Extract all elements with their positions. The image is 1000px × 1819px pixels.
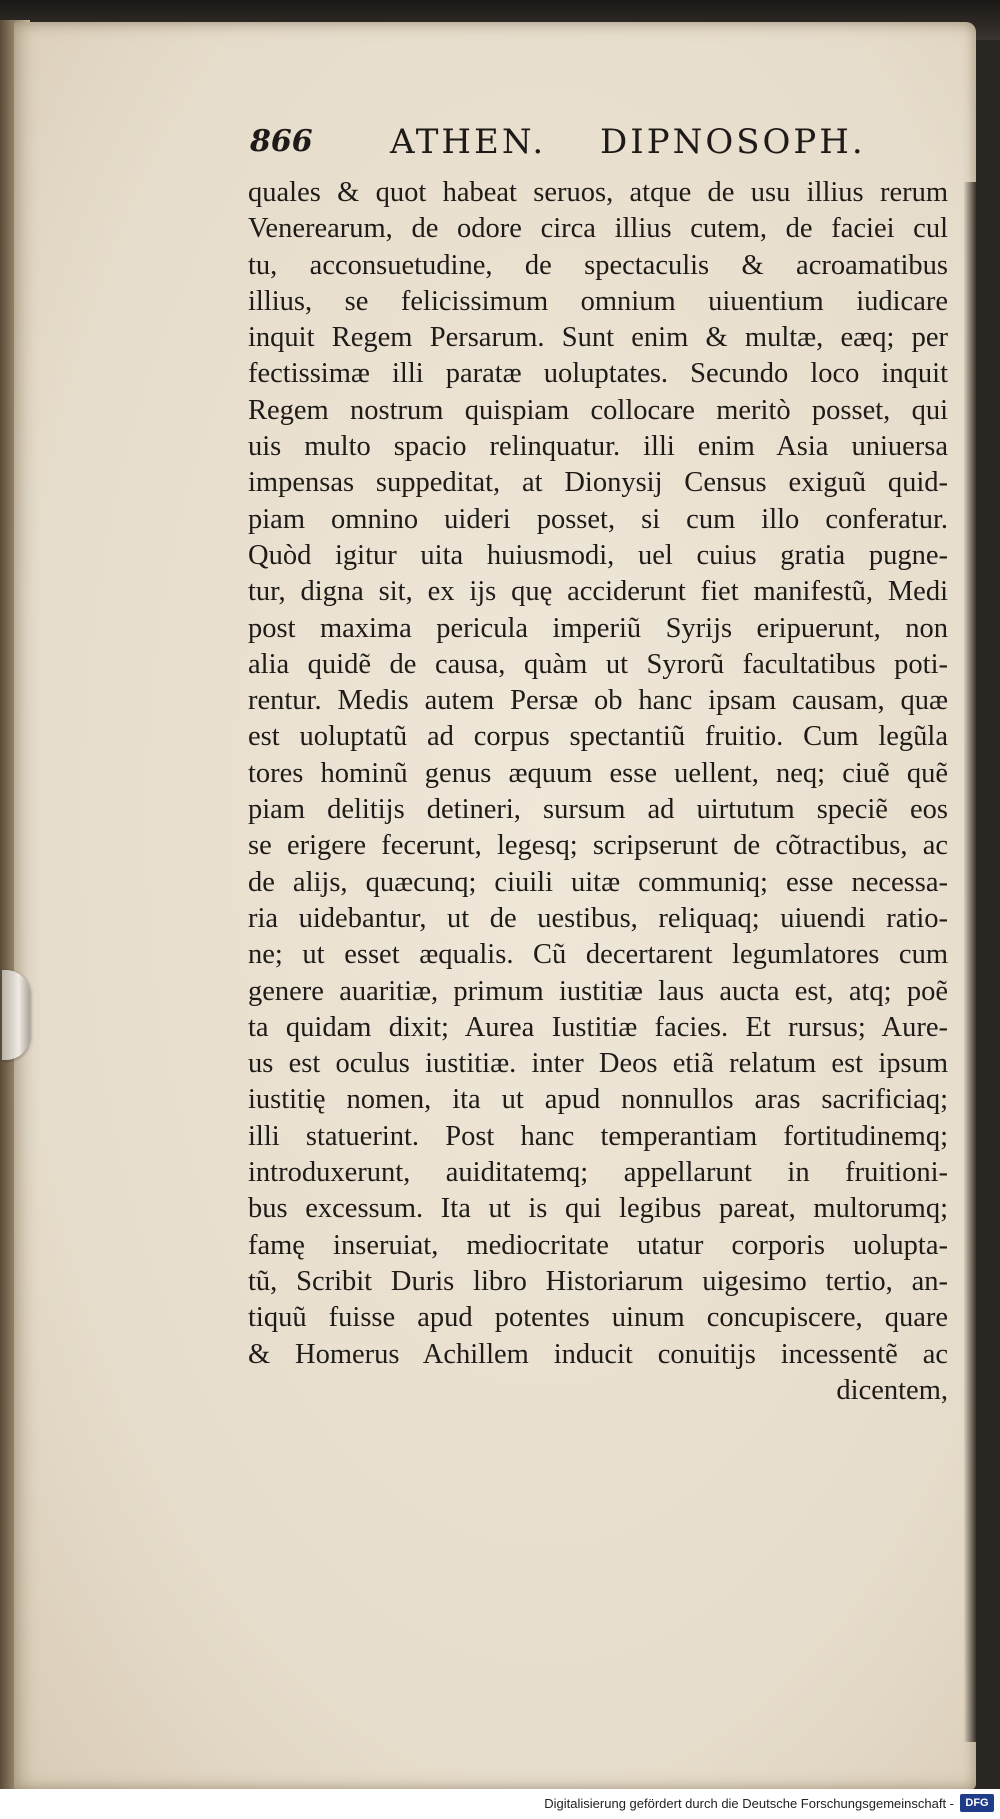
text-line: ria uidebantur, ut de uestibus, reliquaq; uiuendi ratio-: [248, 902, 948, 934]
text-line: quales & quot habeat seruos, atque de usu illius rerum: [248, 177, 948, 208]
text-line: de alijs, quæcunq; ciuili uitæ communiq; esse necessa-: [248, 866, 948, 898]
running-title-left: ATHEN.: [390, 122, 547, 162]
text-line: se erigere fecerunt, legesq; scripserunt de cõtractibus, ac: [248, 830, 948, 862]
text-line: piam delitijs detineri, sursum ad uirtutum speciẽ eos: [248, 794, 948, 826]
body-text: [248, 175, 948, 1409]
text-line: piam omnino uideri posset, si cum illo conferatur.: [248, 503, 948, 535]
text-line: introduxerunt, auiditatemq; appellarunt in fruitioni-: [248, 1157, 948, 1189]
text-line: uis multo spacio relinquatur. illi enim Asia uniuersa: [248, 431, 948, 463]
text-line: tiquũ fuisse apud potentes uinum concupiscere, quare: [248, 1302, 948, 1334]
text-line: iustitię nomen, ita ut apud nonnullos aras sacrificiaq;: [248, 1084, 948, 1116]
text-line: tu, acconsuetudine, de spectaculis & acroamatibus: [248, 249, 948, 281]
text-line: inquit Regem Persarum. Sunt enim & multæ, eæq; per: [248, 322, 948, 354]
text-line: rentur. Medis autem Persæ ob hanc ipsam causam, quæ: [248, 685, 948, 717]
page-header: [250, 118, 866, 168]
catchword: dicentem,: [836, 1374, 948, 1406]
running-title-right: DIPNOSOPH.: [600, 122, 866, 162]
text-line: bus excessum. Ita ut is qui legibus pareat, multorumq;: [248, 1193, 948, 1225]
text-line: Venerearum, de odore circa illius cutem, de faciei cul: [248, 213, 948, 245]
text-line: & Homerus Achillem inducit conuitijs incessentẽ ac: [248, 1338, 948, 1370]
text-line: illius, se felicissimum omnium uiuentium iudicare: [248, 285, 948, 317]
dfg-logo: DFG: [960, 1794, 994, 1812]
funding-credit: Digitalisierung gefördert durch die Deutsche Forschungsgemeinschaft -: [544, 1796, 954, 1811]
text-line: est uoluptatũ ad corpus spectantiũ fruitio. Cum legũla: [248, 721, 948, 753]
text-line: us est oculus iustitiæ. inter Deos etiã relatum est ipsum: [248, 1048, 948, 1080]
text-line: ta quidam dixit; Aurea Iustitiæ facies. Et rursus; Aure-: [248, 1011, 948, 1043]
text-line: tores hominũ genus æquum esse uellent, neq; ciuẽ quẽ: [248, 757, 948, 789]
text-line: Quòd igitur uita huiusmodi, uel cuius gratia pugne-: [248, 539, 948, 571]
text-line: fectissimæ illi paratæ uoluptates. Secundo loco inquit: [248, 358, 948, 390]
text-line: genere auaritiæ, primum iustitiæ laus aucta est, atq; poẽ: [248, 975, 948, 1007]
text-line: tũ, Scribit Duris libro Historiarum uigesimo tertio, an-: [248, 1265, 948, 1297]
text-line: illi statuerint. Post hanc temperantiam fortitudinemq;: [248, 1120, 948, 1152]
text-line: impensas suppeditat, at Dionysij Census exiguũ quid-: [248, 467, 948, 499]
text-line: tur, digna sit, ex ijs quę acciderunt fiet manifestũ, Medi: [248, 576, 948, 608]
page-number: 866: [250, 124, 313, 159]
digitization-footer: [0, 1789, 1000, 1819]
page-edge-shadow: [964, 182, 976, 1742]
page-clip: [2, 970, 30, 1060]
text-line: famę inseruiat, mediocritate utatur corporis uolupta-: [248, 1229, 948, 1261]
text-line: post maxima pericula imperiũ Syrijs eripuerunt, non: [248, 612, 948, 644]
text-line: ne; ut esset æqualis. Cũ decertarent legumlatores cum: [248, 939, 948, 971]
text-line: Regem nostrum quispiam collocare meritò posset, qui: [248, 394, 948, 426]
text-line: alia quidẽ de causa, quàm ut Syrorũ facultatibus poti-: [248, 648, 948, 680]
